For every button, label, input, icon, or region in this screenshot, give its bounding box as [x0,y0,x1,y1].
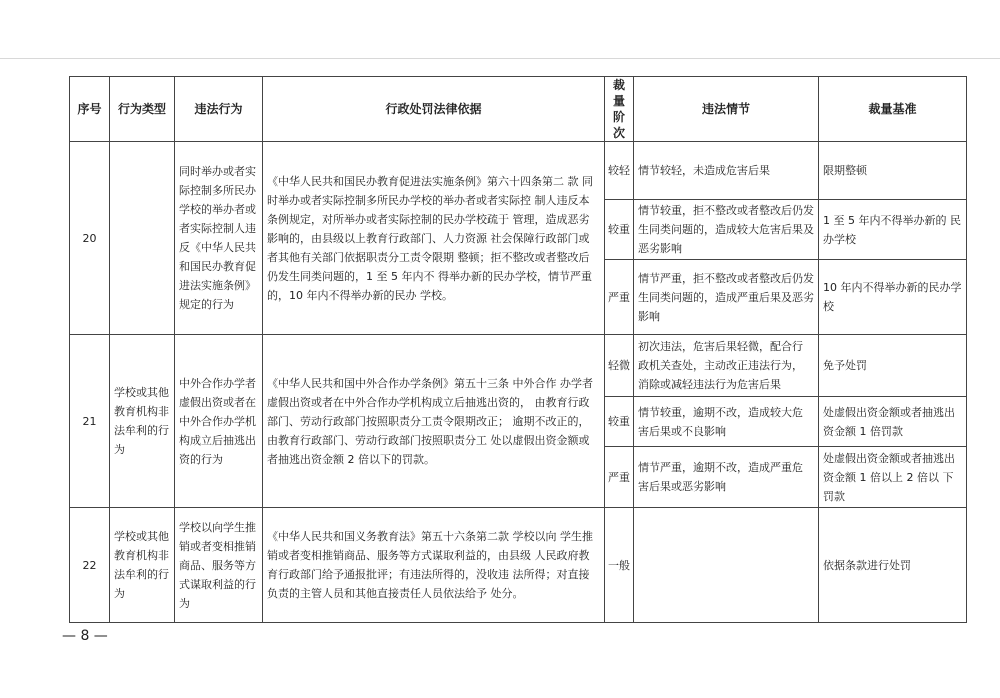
header-type: 行为类型 [110,77,175,142]
row-level: 严重 [605,260,634,335]
row-basis: 《中华人民共和国中外合作办学条例》第五十三条 中外合作 办学者虚假出资或者在中外合作办学机构成立后抽逃出资的， 由教育行政部门、劳动行政部门按照职责分工责令限期改正； 逾期不改正的，由教育行政部门、劳动行政部门按照职责分工 处以虚假出资金额或者抽逃出资金额 2 倍以下的罚款。 [263,335,605,508]
row-standard: 1 至 5 年内不得举办新的 民办学校 [819,200,967,260]
row-circumstance [634,508,819,623]
row-basis: 《中华人民共和国民办教育促进法实施条例》第六十四条第二 款 同时举办或者实际控制多所民办学校的举办者或者实际控 制人违反本条例规定，对所举办或者实际控制的民办学校疏于 管理，造成恶劣影响的，由县级以上教育行政部门、人力资源 社会保障行政部门或者其他有关部门依据职责分工责令限期 整顿；拒不整改或者整改后仍发生同类问题的，1 至 5 年内不 得举办新的民办学校，情节严重的，10 年内不得举办新的民办 学校。 [263,142,605,335]
row-level: 较轻 [605,142,634,200]
row-standard: 依据条款进行处罚 [819,508,967,623]
page-number: — 8 — [62,628,108,644]
row-level: 较重 [605,200,634,260]
row-act: 学校以向学生推销或者变相推销商品、服务等方式谋取利益的行为 [175,508,263,623]
row-circumstance: 情节严重，逾期不改，造成严重危 害后果或恶劣影响 [634,447,819,508]
header-circumstance: 违法情节 [634,77,819,142]
row-circumstance: 初次违法，危害后果轻微，配合行 政机关查处，主动改正违法行为， 消除或减轻违法行为危害后果 [634,335,819,397]
row-level: 严重 [605,447,634,508]
header-act: 违法行为 [175,77,263,142]
row-standard: 处虚假出资金额或者抽逃出资金额 1 倍以上 2 倍以 下罚款 [819,447,967,508]
header-basis: 行政处罚法律依据 [263,77,605,142]
row-standard: 免予处罚 [819,335,967,397]
table-header-row [70,77,967,142]
table-row [70,335,967,397]
row-level: 轻微 [605,335,634,397]
table-row [70,142,967,200]
row-no: 20 [70,142,110,335]
row-type: 学校或其他教育机构非法牟利的行为 [110,508,175,623]
row-circumstance: 情节较重，逾期不改，造成较大危 害后果或不良影响 [634,397,819,447]
row-level: 较重 [605,397,634,447]
row-standard: 10 年内不得举办新的民办学校 [819,260,967,335]
table-row [70,508,967,623]
row-no: 21 [70,335,110,508]
row-level: 一般 [605,508,634,623]
row-no: 22 [70,508,110,623]
header-no: 序号 [70,77,110,142]
row-act: 同时举办或者实际控制多所民办学校的举办者或者实际控制人违反《中华人民共和国民办教育促进法实施条例》规定的行为 [175,142,263,335]
page-top-rule [0,58,1000,59]
row-circumstance: 情节较轻，未造成危害后果 [634,142,819,200]
row-standard: 限期整顿 [819,142,967,200]
row-circumstance: 情节较重，拒不整改或者整改后仍发生同类问题的，造成较大危害后果及恶劣影响 [634,200,819,260]
header-standard: 裁量基准 [819,77,967,142]
row-type [110,142,175,335]
row-standard: 处虚假出资金额或者抽逃出资金额 1 倍罚款 [819,397,967,447]
row-type: 学校或其他教育机构非法牟利的行为 [110,335,175,508]
header-level: 裁量阶次 [605,77,634,142]
row-basis: 《中华人民共和国义务教育法》第五十六条第二款 学校以向 学生推销或者变相推销商品、服务等方式谋取利益的，由县级 人民政府教育行政部门给予通报批评；有违法所得的，没收违 法所得；对直接负责的主管人员和其他直接责任人员依法给予 处分。 [263,508,605,623]
penalty-discretion-table [69,76,967,623]
row-act: 中外合作办学者虚假出资或者在中外合作办学机构成立后抽逃出资的行为 [175,335,263,508]
row-circumstance: 情节严重，拒不整改或者整改后仍发生同类问题的，造成严重后果及恶劣影响 [634,260,819,335]
